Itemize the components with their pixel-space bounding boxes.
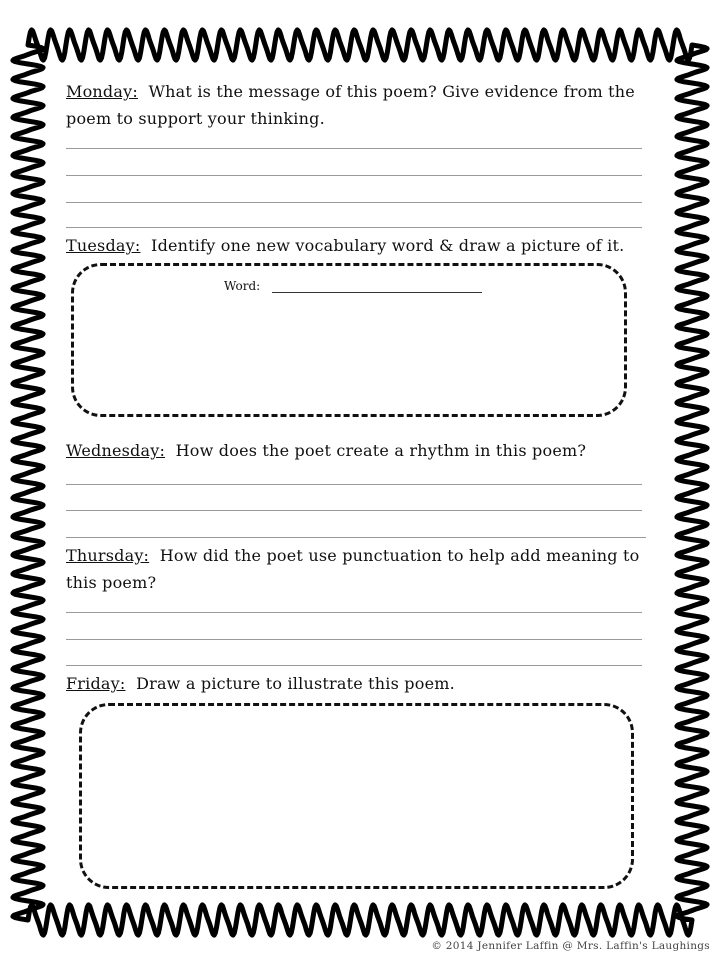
monday-label: Monday:: [66, 82, 138, 101]
friday-prompt: [66, 670, 646, 697]
monday-prompt: [66, 78, 646, 132]
monday-answer-line-4[interactable]: [66, 227, 642, 228]
illustration-drawing-box[interactable]: [79, 703, 634, 889]
wednesday-prompt: [66, 437, 646, 464]
vocabulary-drawing-box[interactable]: [71, 263, 627, 417]
wednesday-answer-line-1[interactable]: [66, 484, 642, 485]
word-label: Word:: [224, 279, 261, 293]
tuesday-label: Tuesday:: [66, 236, 141, 255]
tuesday-prompt: [66, 232, 646, 259]
thursday-answer-line-1[interactable]: [66, 612, 642, 613]
monday-question: What is the message of this poem? Give evidence from the poem to support your thinking.: [66, 82, 635, 128]
monday-answer-line-1[interactable]: [66, 148, 642, 149]
wednesday-label: Wednesday:: [66, 441, 166, 460]
thursday-prompt: [66, 542, 646, 596]
thursday-answer-line-3[interactable]: [66, 665, 642, 666]
tuesday-question: Identify one new vocabulary word & draw a picture of it.: [151, 236, 625, 255]
wednesday-answer-line-2[interactable]: [66, 510, 642, 511]
friday-label: Friday:: [66, 674, 126, 693]
thursday-answer-line-2[interactable]: [66, 639, 642, 640]
word-answer-line[interactable]: [272, 292, 482, 293]
wednesday-answer-line-3[interactable]: [66, 537, 646, 538]
thursday-label: Thursday:: [66, 546, 150, 565]
monday-answer-line-3[interactable]: [66, 202, 642, 203]
copyright-footer: © 2014 Jennifer Laffin @ Mrs. Laffin's Laughings: [431, 940, 710, 952]
friday-question: Draw a picture to illustrate this poem.: [136, 674, 455, 693]
monday-answer-line-2[interactable]: [66, 175, 642, 176]
thursday-question: How did the poet use punctuation to help add meaning to this poem?: [66, 546, 640, 592]
wednesday-question: How does the poet create a rhythm in this poem?: [175, 441, 587, 460]
